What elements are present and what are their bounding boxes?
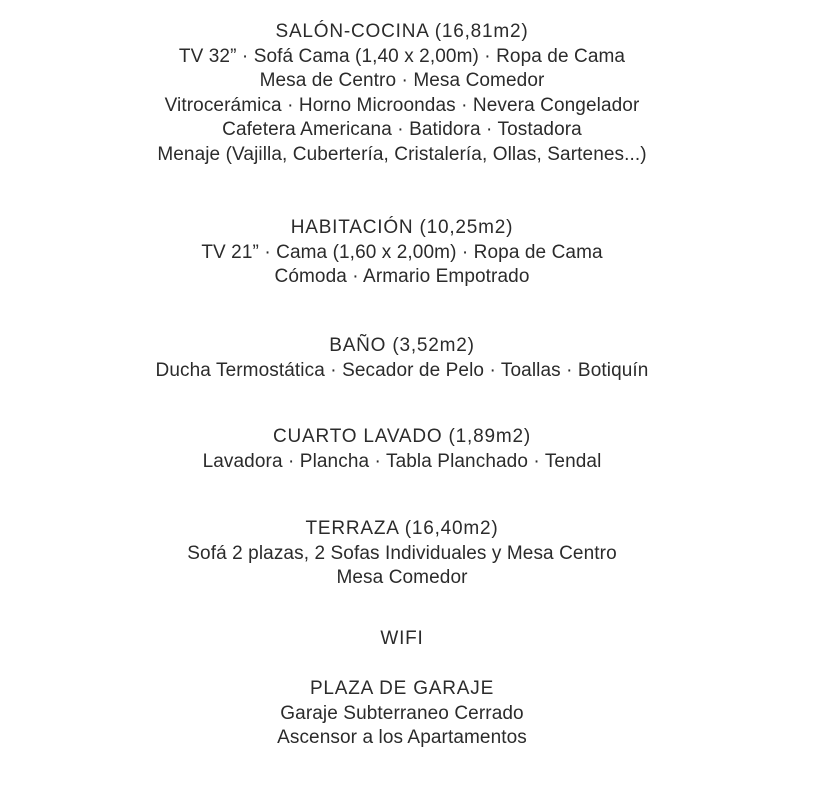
section-heading: BAÑO (3,52m2)	[329, 335, 475, 356]
amenity-line: Mesa de Centro · Mesa Comedor	[259, 70, 545, 91]
amenity-line: Garaje Subterraneo Cerrado	[280, 702, 524, 724]
section-salon-cocina	[0, 20, 804, 167]
section-heading: SALÓN-COCINA (16,81m2)	[275, 21, 529, 42]
amenity-line: Ascensor a los Apartamentos	[277, 727, 527, 748]
section-heading: HABITACIÓN (10,25m2)	[290, 217, 514, 238]
amenity-line: Cómoda · Armario Empotrado	[274, 266, 530, 287]
amenity-line: Mesa Comedor	[336, 567, 468, 588]
section-heading: PLAZA DE GARAJE	[309, 678, 495, 699]
amenity-line: TV 21” · Cama (1,60 x 2,00m) · Ropa de Cama	[201, 241, 603, 263]
amenity-line: Sofá 2 plazas, 2 Sofas Individuales y Mesa Centro	[187, 542, 617, 564]
section-habitacion	[0, 216, 804, 290]
amenity-line: Cafetera Americana · Batidora · Tostadora	[222, 119, 582, 140]
amenity-line: Ducha Termostática · Secador de Pelo · Toallas · Botiquín	[155, 359, 649, 381]
section-cuarto-lavado	[0, 425, 804, 474]
section-heading: CUARTO LAVADO (1,89m2)	[273, 426, 531, 447]
amenity-line: TV 32” · Sofá Cama (1,40 x 2,00m) · Ropa de Cama	[178, 45, 626, 67]
section-plaza-garaje	[0, 677, 804, 751]
section-heading: TERRAZA (16,40m2)	[305, 518, 499, 539]
section-terraza	[0, 517, 804, 591]
amenity-line: Menaje (Vajilla, Cubertería, Cristalería, Ollas, Sartenes...)	[157, 143, 647, 165]
section-bano	[0, 334, 804, 383]
amenity-line: Lavadora · Plancha · Tabla Planchado · Tendal	[202, 450, 602, 472]
amenity-line: Vitrocerámica · Horno Microondas · Nevera Congelador	[164, 94, 640, 116]
section-heading: WIFI	[380, 628, 424, 649]
section-wifi	[0, 627, 804, 652]
